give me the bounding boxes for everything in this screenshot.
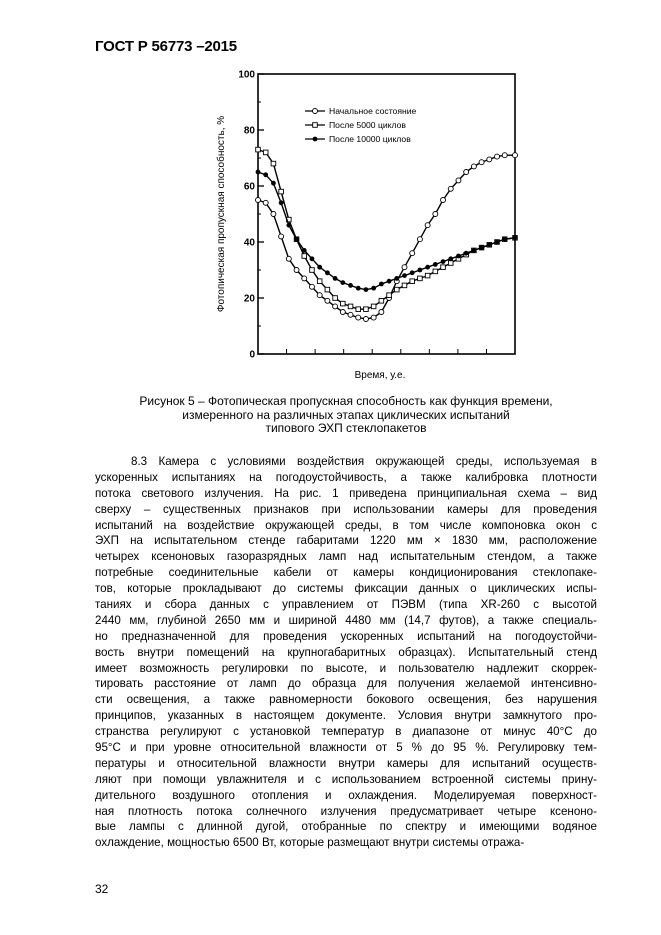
series-point	[310, 256, 315, 261]
series-point	[256, 170, 261, 175]
body-line: сверху – существенных признаков при использовании камеры для проведения	[95, 502, 597, 516]
series-point	[310, 268, 315, 273]
body-line: вость внутри помещений на крупногабаритных образцах). Испытательный стенд	[95, 645, 597, 659]
body-line: принципов, указанных в настоящем документе. Условия внутри замкнутого про-	[95, 709, 597, 723]
body-line: 8.3 Камера с условиями воздействия окружающей среды, используемая в	[131, 455, 597, 468]
series-point	[448, 256, 453, 261]
series-point	[356, 286, 361, 291]
series-point	[371, 286, 376, 291]
y-tick-label: 60	[243, 181, 255, 193]
series-point	[495, 154, 500, 159]
y-tick-label: 100	[238, 69, 255, 81]
series-point	[302, 254, 307, 259]
legend-marker	[313, 137, 318, 142]
body-line: ускоренных испытаниях на погодоустойчивость, а также калибровка плотности	[95, 470, 597, 484]
series-point	[425, 223, 430, 228]
series-point	[263, 200, 268, 205]
series-point	[394, 287, 399, 292]
series-point	[302, 276, 307, 281]
series-point	[441, 265, 446, 270]
series-point	[448, 186, 453, 191]
series-point	[356, 307, 361, 312]
series-point	[333, 276, 338, 281]
series-point	[487, 157, 492, 162]
series-point	[348, 312, 353, 317]
body-line: 2440 мм, глубиной 2650 мм и шириной 4480 мм (14,7 футов), а также специаль-	[95, 613, 597, 627]
figure-caption	[95, 395, 597, 436]
series-point	[364, 307, 369, 312]
series-point	[341, 301, 346, 306]
chart-ylabel: Фотопическая пропускная способность, %	[216, 115, 227, 313]
series-point	[433, 212, 438, 217]
series-point	[464, 170, 469, 175]
series-point	[402, 283, 407, 288]
series-point	[379, 282, 384, 287]
series-point	[441, 259, 446, 264]
series-point	[456, 178, 461, 183]
series-point	[513, 235, 518, 240]
body-line: вые лампы с длинной дугой, отобранные по спектру и имеющими водяное	[95, 820, 597, 834]
body-line: тировать расстояние от ламп до образца для получения желаемой интенсивно-	[95, 677, 597, 691]
series-point	[379, 310, 384, 315]
series-point	[271, 212, 276, 217]
series-point	[410, 270, 415, 275]
body-line: дительного воздушного отопления и охлаждения. Моделируемая поверхност-	[95, 788, 597, 802]
series-point	[471, 164, 476, 169]
legend-label: Начальное состояние	[329, 106, 417, 116]
series-point	[263, 172, 268, 177]
body-line: таниях и сбора данных с управлением от ПЭВМ (типа XR-260 с высотой	[95, 598, 597, 612]
series-point	[433, 269, 438, 274]
series-point	[502, 153, 507, 158]
series-point	[410, 279, 415, 284]
series-point	[271, 161, 276, 166]
body-line: четырех ксеноновых газоразрядных ламп над испытательным стендом, а также	[95, 550, 597, 564]
y-tick-label: 20	[243, 293, 255, 305]
series-point	[479, 160, 484, 165]
series-point	[294, 237, 299, 242]
series-point	[433, 262, 438, 267]
series-point	[356, 315, 361, 320]
legend-label: После 10000 циклов	[329, 134, 411, 144]
y-tick-label: 80	[243, 125, 255, 137]
series-point	[279, 200, 284, 205]
series-point	[495, 240, 500, 245]
transmittance-chart	[210, 62, 530, 384]
series-point	[502, 237, 507, 242]
series-point	[441, 198, 446, 203]
body-line: 95°С и при уровне относительной влажности от 5 % до 95 %. Регулировку тем-	[95, 741, 597, 755]
caption-line: типового ЭХП стеклопакетов	[265, 421, 427, 436]
series-point	[456, 254, 461, 259]
plot-frame	[258, 74, 515, 354]
series-point	[279, 234, 284, 239]
series-point	[402, 273, 407, 278]
series-point	[394, 276, 399, 281]
series-point	[256, 198, 261, 203]
series-point	[387, 279, 392, 284]
series-point	[471, 248, 476, 253]
body-line: испытаний на воздействие окружающей среды, в том числе компоновка окон с	[95, 518, 597, 532]
series-point	[363, 317, 368, 322]
legend-marker	[313, 123, 318, 128]
legend-label: После 5000 циклов	[329, 120, 406, 130]
series-point	[317, 293, 322, 298]
series-point	[279, 189, 284, 194]
body-line: пературы и относительной влажности внутри камеры для испытаний осуществ-	[95, 756, 597, 770]
series-point	[487, 242, 492, 247]
series-point	[302, 248, 307, 253]
series-point	[340, 280, 345, 285]
legend-marker	[313, 109, 318, 114]
series-point	[309, 284, 314, 289]
body-line: ЭХП на испытательном стенде габаритами 1220 мм × 1830 мм, расположение	[95, 534, 597, 548]
series-point	[348, 283, 353, 288]
series-point	[418, 268, 423, 273]
body-line: странства регулируют с установкой температур в диапазоне от минус 40°С до	[95, 725, 597, 739]
series-point	[286, 256, 291, 261]
body-line: тов, которые прокладывают до системы фиксации данных о циклических испы-	[95, 582, 597, 596]
series-point	[325, 270, 330, 275]
document-header: ГОСТ Р 56773 –2015	[95, 38, 237, 55]
series-point	[464, 251, 469, 256]
series-point	[317, 265, 322, 270]
series-point	[410, 251, 415, 256]
series-point	[379, 299, 384, 304]
series-point	[263, 150, 268, 155]
series-point	[325, 298, 330, 303]
series-point	[333, 296, 338, 301]
series-point	[402, 265, 407, 270]
body-line: ная плотность потока солнечного излучения предусматривает четыре ксеноно-	[95, 804, 597, 818]
body-line: потока светового излучения. На рис. 1 приведена принципиальная схема – вид	[95, 486, 597, 500]
body-paragraph	[95, 454, 597, 851]
chart-xlabel: Время, у.е.	[354, 370, 406, 381]
body-line: потребные соединительные кабели от камеры кондиционирования стеклопаке-	[95, 566, 597, 580]
series-point	[294, 268, 299, 273]
series-point	[417, 237, 422, 242]
series-point	[479, 245, 484, 250]
series-point	[425, 265, 430, 270]
series-point	[348, 304, 353, 309]
page-number: 32	[95, 882, 109, 896]
series-point	[448, 261, 453, 266]
y-tick-label: 40	[243, 237, 255, 249]
body-line: ляют при помощи увлажнителя и с использованием встроенной системы прину-	[95, 772, 597, 786]
body-line: сти освещения, а также равномерности бокового освещения, без нарушения	[95, 693, 597, 707]
series-point	[325, 287, 330, 292]
series-point	[513, 153, 518, 158]
series-point	[364, 287, 369, 292]
series-point	[340, 310, 345, 315]
series-point	[371, 315, 376, 320]
caption-line: Рисунок 5 – Фотопическая пропускная способность как функция времени,	[139, 394, 553, 408]
series-point	[425, 273, 430, 278]
y-tick-label: 0	[249, 349, 255, 361]
caption-line: измеренного на различных этапах циклических испытаний	[182, 407, 510, 422]
series-point	[387, 293, 392, 298]
series-point	[286, 223, 291, 228]
body-line: но предназначенной для проведения ускоренных испытаний на погодоустойчи-	[95, 629, 597, 643]
series-point	[317, 279, 322, 284]
series-point	[333, 304, 338, 309]
body-line: охлаждение, мощностью 6500 Вт, которые размещают внутри системы отража-	[95, 836, 525, 850]
series-point	[418, 276, 423, 281]
body-line: имеет возможность регулировки по высоте, и пользователю надлежит скоррек-	[95, 661, 597, 675]
series-line-1	[258, 150, 515, 310]
series-point	[271, 181, 276, 186]
series-point	[371, 304, 376, 309]
series-point	[256, 147, 261, 152]
